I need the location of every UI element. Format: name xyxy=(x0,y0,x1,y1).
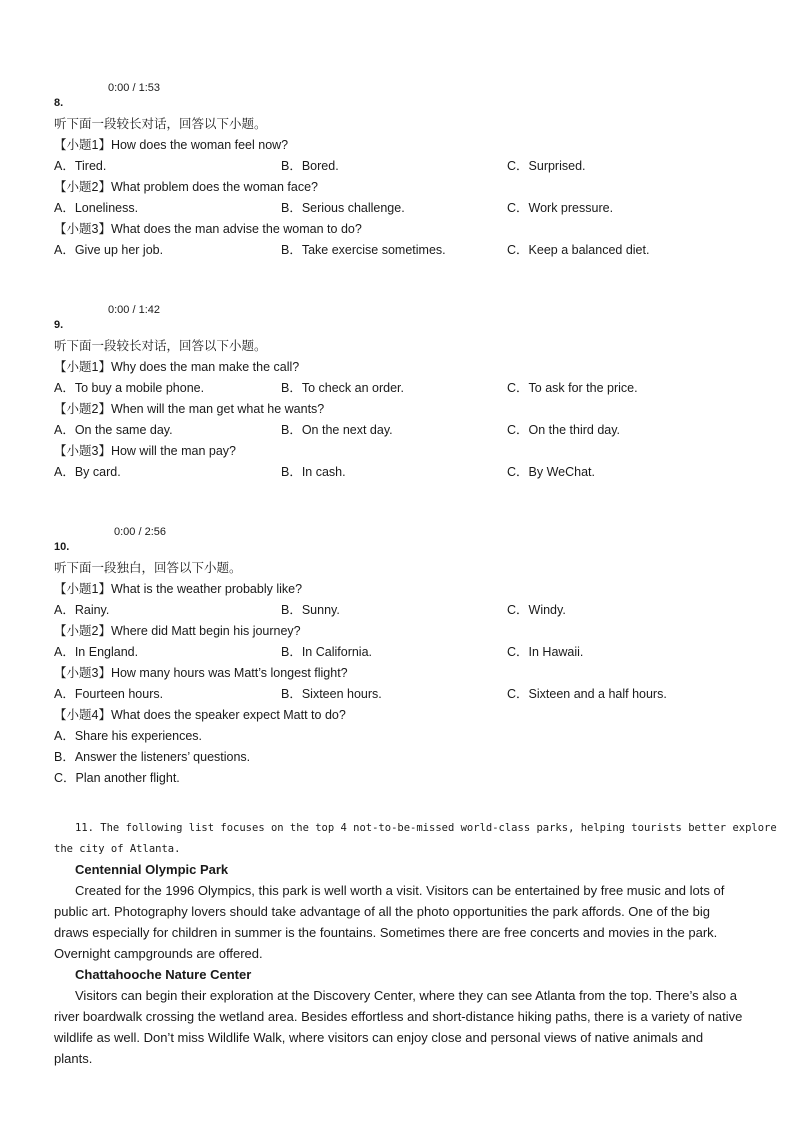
q9-sub2-question: 【小题2】When will the man get what he wants? xyxy=(54,402,325,416)
q10-sub4-option-c[interactable]: C．Plan another flight. xyxy=(54,771,180,785)
q9-sub2-option-b[interactable]: B．On the next day. xyxy=(281,423,393,437)
instruction-q8: 听下面一段较长对话，回答以下小题。 xyxy=(54,117,267,131)
instruction-q9: 听下面一段较长对话，回答以下小题。 xyxy=(54,339,267,353)
q10-sub1-option-c[interactable]: C．Windy. xyxy=(507,603,566,617)
q8-sub3-option-c[interactable]: C．Keep a balanced diet. xyxy=(507,243,650,257)
instruction-q10: 听下面一段独白，回答以下小题。 xyxy=(54,561,242,575)
q10-sub4-option-a[interactable]: A．Share his experiences. xyxy=(54,729,202,743)
q9-sub2-option-c[interactable]: C．On the third day. xyxy=(507,423,621,437)
park2-paragraph: Visitors can begin their exploration at the Discovery Center, where they can see Atlanta from the top. There’s also a river boardwalk crossing the wetland area. Besides effortless and short-distance hiking paths, there is a variety of native wildlife as well. Don’t miss Wildlife Walk, where visitors can enjoy close and personal views of native animals and plants. xyxy=(54,988,743,1066)
q10-sub3-option-c[interactable]: C．Sixteen and a half hours. xyxy=(507,687,667,701)
q9-sub1-option-a[interactable]: A．To buy a mobile phone. xyxy=(54,381,205,395)
q10-sub2-option-a[interactable]: A．In England. xyxy=(54,645,139,659)
q9-sub1-option-b[interactable]: B．To check an order. xyxy=(281,381,404,395)
question-number-8: 8. xyxy=(54,97,64,109)
park1-paragraph: Created for the 1996 Olympics, this park is well worth a visit. Visitors can be entertained by free music and lots of public art. Photography lovers should take advantage of all the photo opportunities the park affords. One of the big draws especially for children in summer is the fountains. Sometimes there are free concerts and movies in the park. Overnight campgrounds are offered. xyxy=(54,883,725,961)
q9-sub1-option-c[interactable]: C．To ask for the price. xyxy=(507,381,638,395)
q9-sub3-option-c[interactable]: C．By WeChat. xyxy=(507,465,595,479)
q9-sub3-question: 【小题3】How will the man pay? xyxy=(54,444,237,458)
q9-sub3-option-b[interactable]: B．In cash. xyxy=(281,465,346,479)
q10-sub3-question: 【小题3】How many hours was Matt’s longest flight? xyxy=(54,666,348,680)
q10-sub1-question: 【小题1】What is the weather probably like? xyxy=(54,582,303,596)
q9-sub3-option-a[interactable]: A．By card. xyxy=(54,465,121,479)
q9-sub2-option-a[interactable]: A．On the same day. xyxy=(54,423,173,437)
q8-sub2-option-b[interactable]: B．Serious challenge. xyxy=(281,201,405,215)
q8-sub2-option-c[interactable]: C．Work pressure. xyxy=(507,201,614,215)
q10-sub4-question: 【小题4】What does the speaker expect Matt to do? xyxy=(54,708,346,722)
q8-sub1-option-c[interactable]: C．Surprised. xyxy=(507,159,586,173)
q10-sub3-option-b[interactable]: B．Sixteen hours. xyxy=(281,687,382,701)
q8-sub2-question: 【小题2】What problem does the woman face? xyxy=(54,180,319,194)
q10-sub3-option-a[interactable]: A．Fourteen hours. xyxy=(54,687,164,701)
q10-sub2-option-b[interactable]: B．In California. xyxy=(281,645,373,659)
q8-sub1-option-a[interactable]: A．Tired. xyxy=(54,159,107,173)
q10-sub4-option-b[interactable]: B．Answer the listeners’ questions. xyxy=(54,750,251,764)
q10-sub1-option-b[interactable]: B．Sunny. xyxy=(281,603,340,617)
audio-time-q10[interactable]: 0:00 / 2:56 xyxy=(114,526,166,538)
q8-sub3-option-b[interactable]: B．Take exercise sometimes. xyxy=(281,243,446,257)
q8-sub1-question: 【小题1】How does the woman feel now? xyxy=(54,138,289,152)
audio-time-q8[interactable]: 0:00 / 1:53 xyxy=(108,82,160,94)
q10-sub2-option-c[interactable]: C．In Hawaii. xyxy=(507,645,584,659)
q8-sub3-question: 【小题3】What does the man advise the woman to do? xyxy=(54,222,362,236)
q11-intro-line1: 11. The following list focuses on the top 4 not-to-be-missed world-class parks, helping tourists better explore xyxy=(75,822,777,834)
q8-sub3-option-a[interactable]: A．Give up her job. xyxy=(54,243,164,257)
question-number-10: 10. xyxy=(54,541,70,553)
q8-sub1-option-b[interactable]: B．Bored. xyxy=(281,159,339,173)
audio-time-q9[interactable]: 0:00 / 1:42 xyxy=(108,304,160,316)
q11-intro-line2: the city of Atlanta. xyxy=(54,843,181,855)
question-number-9: 9. xyxy=(54,319,64,331)
q10-sub2-question: 【小题2】Where did Matt begin his journey? xyxy=(54,624,301,638)
q8-sub2-option-a[interactable]: A．Loneliness. xyxy=(54,201,139,215)
q10-sub1-option-a[interactable]: A．Rainy. xyxy=(54,603,110,617)
park1-title: Centennial Olympic Park xyxy=(75,862,229,877)
q9-sub1-question: 【小题1】Why does the man make the call? xyxy=(54,360,300,374)
park2-title: Chattahooche Nature Center xyxy=(75,967,252,982)
